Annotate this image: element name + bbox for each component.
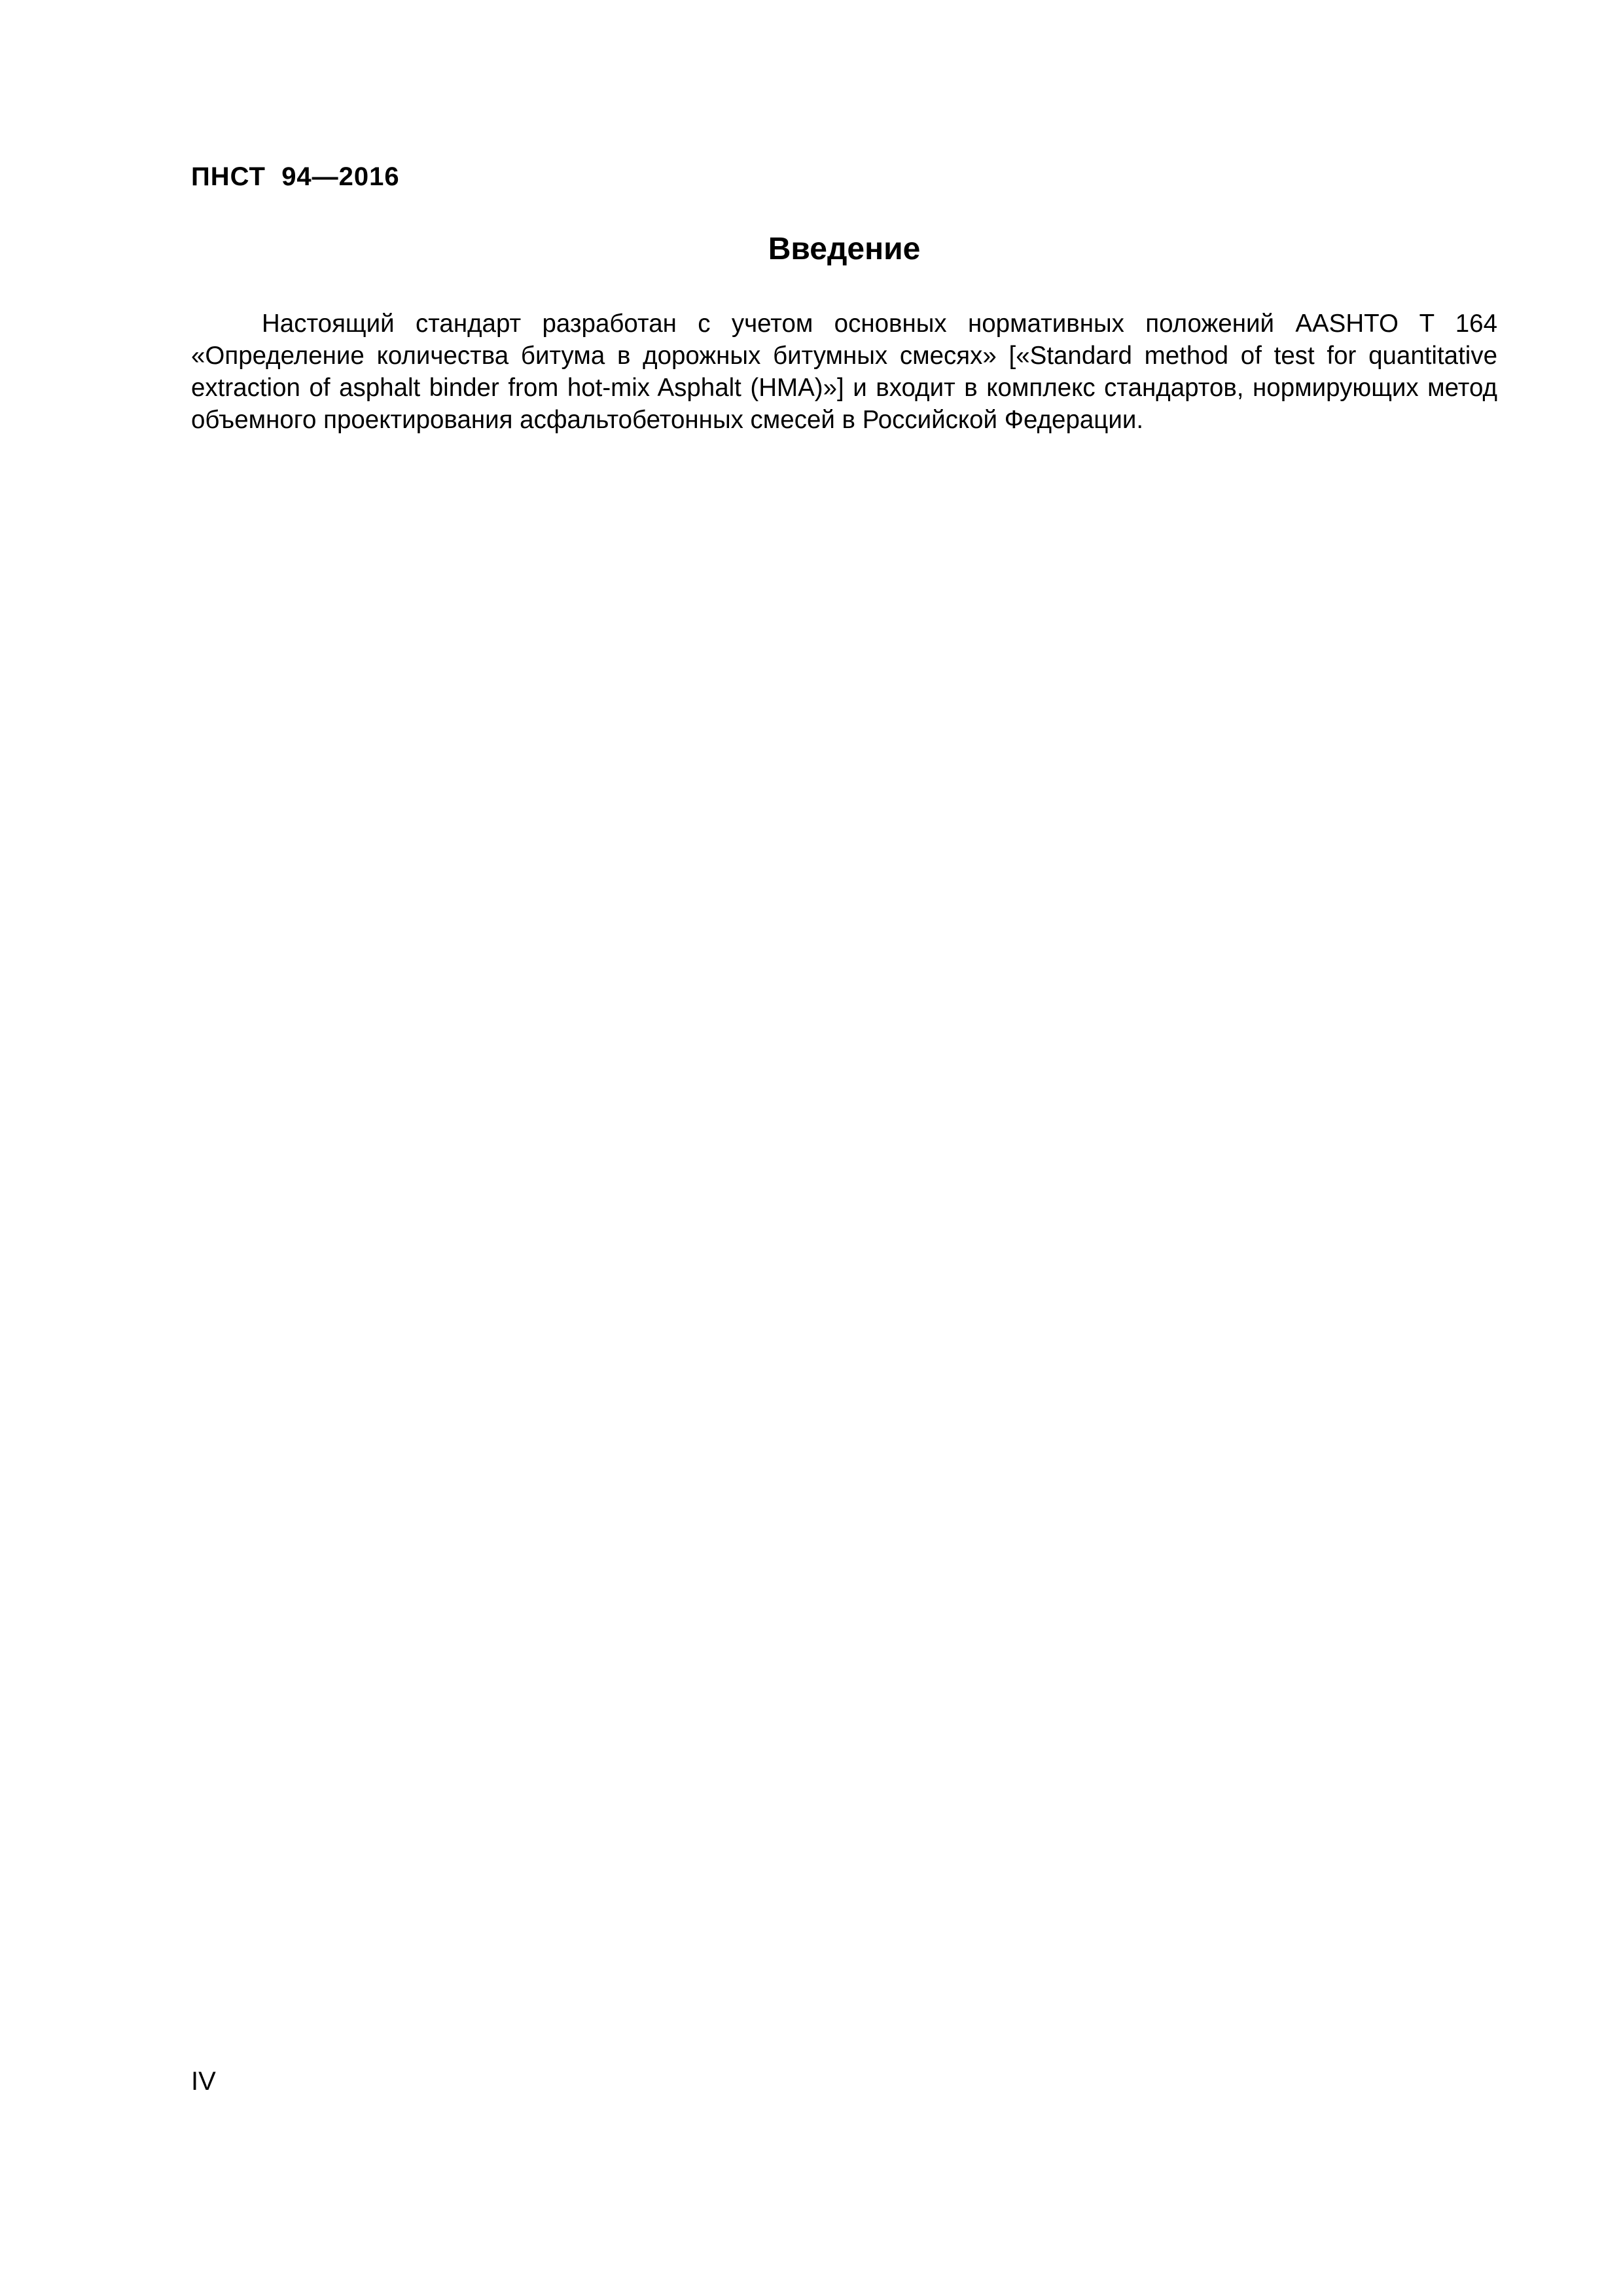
page-number: IV — [191, 2067, 216, 2096]
section-title: Введение — [768, 232, 921, 266]
document-code: ПНСТ 94—2016 — [191, 162, 400, 191]
body-paragraph: Настоящий стандарт разработан с учетом основных нормативных положений AASHTO T 164 «Определение количества битума в дорожных битумных смесях» [«Standard method of test for quantitative extraction of asphalt binder from hot-mix Asphalt (HMA)»] и входит в комплекс стандартов, нормирующих метод объемного проектирования асфальтобетонных смесей в Российской Федерации. — [191, 310, 1497, 434]
